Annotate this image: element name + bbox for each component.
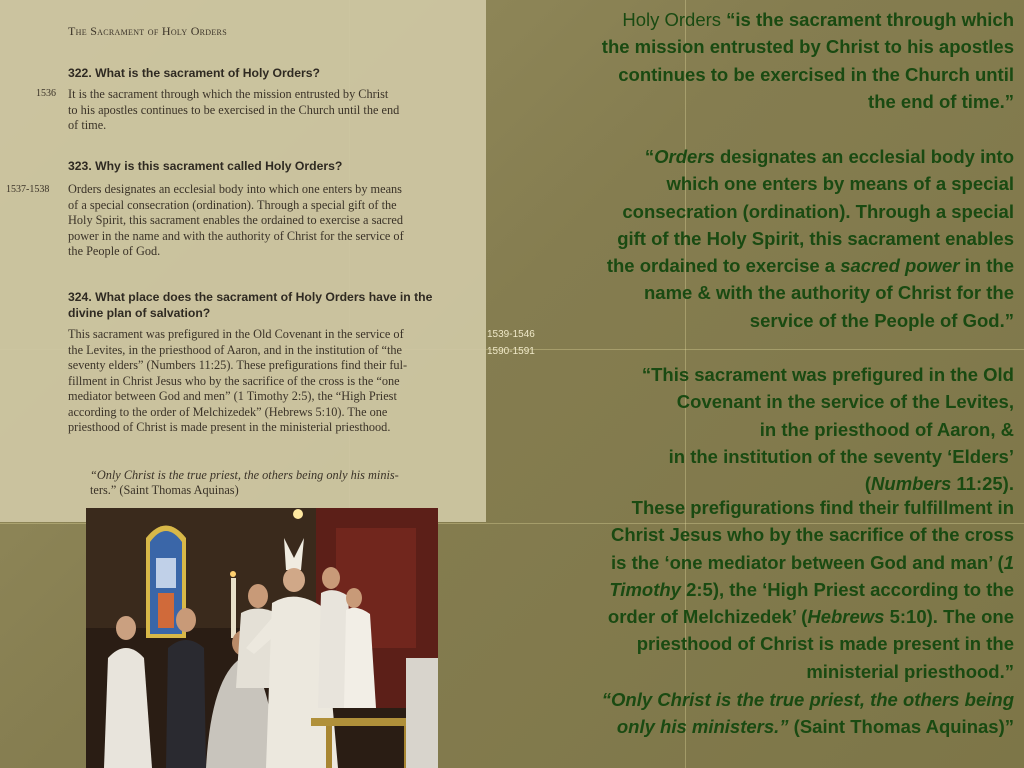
text-fragment: the ordained to exercise a	[606, 255, 841, 277]
margin-reference: 1537-1538	[6, 184, 50, 195]
question-322: 322. What is the sacrament of Holy Orders?	[68, 66, 320, 80]
holy-orders-lead: Holy Orders	[622, 9, 722, 30]
text-fragment: 2:5), the ‘High Priest according to the	[680, 578, 1014, 600]
answer-line: mediator between God and men” (1 Timothy 2:5), the “High Priest	[68, 389, 397, 403]
text-line: name & with the authority of Christ for the	[643, 282, 1014, 304]
answer-line: fillment in Christ Jesus who by the sacrifice of the cross is the “one	[68, 373, 400, 388]
fulfillment-paragraph	[494, 494, 1014, 685]
ordination-photo-drawing	[86, 508, 438, 768]
book-name: Hebrews	[807, 606, 885, 628]
answer-322	[68, 87, 482, 134]
quote-attribution: (Saint Thomas Aquinas)”	[788, 716, 1014, 738]
text-line: “This sacrament was prefigured in the Old	[641, 364, 1014, 385]
answer-line: seventy elders” (Numbers 11:25). These prefigurations find their ful-	[68, 358, 408, 372]
answer-324	[68, 327, 482, 436]
answer-line: according to the order of Melchizedek” (Hebrews 5:10). The one	[68, 404, 388, 419]
text-line: service of the People of God.”	[749, 309, 1014, 331]
definition-paragraph	[494, 6, 1014, 115]
question-line: divine plan of salvation?	[68, 306, 211, 320]
answer-line: to his apostles continues to be exercised in the Church until the end	[68, 102, 400, 117]
text-line: the mission entrusted by Christ to his apostles	[601, 36, 1014, 58]
answer-line: Orders designates an ecclesial body into which one enters by means	[68, 182, 402, 196]
text-line: priesthood of Christ is made present in the	[636, 633, 1014, 655]
answer-line: of time.	[68, 118, 107, 132]
margin-reference: 1539-1546	[487, 329, 535, 340]
orders-paragraph	[494, 143, 1014, 334]
prefiguration-paragraph	[494, 361, 1014, 497]
sacred-power-phrase: sacred power	[840, 255, 960, 277]
text-fragment: is the ‘one mediator between God and man’ (	[611, 551, 1004, 573]
ordination-photo	[86, 508, 438, 768]
question-line: 324. What place does the sacrament of Holy Orders have in the	[68, 290, 433, 304]
scanned-page-text	[0, 0, 486, 522]
book-name: Numbers	[871, 473, 952, 495]
text-line: in the institution of the seventy ‘Elders’	[668, 445, 1014, 467]
text-fragment: 11:25).	[951, 473, 1014, 495]
text-line: in the priesthood of Aaron, &	[759, 418, 1014, 440]
answer-line: power in the name and with the authority of Christ for the service of	[68, 228, 404, 243]
book-name: Timothy	[609, 578, 681, 600]
book-name: 1	[1003, 551, 1014, 573]
margin-reference: 1536	[36, 88, 56, 99]
question-323: 323. Why is this sacrament called Holy Orders?	[68, 159, 343, 173]
aquinas-quote	[90, 468, 470, 498]
answer-line: Holy Spirit, this sacrament enables the ordained to exercise a sacred	[68, 213, 403, 227]
text-line: Christ Jesus who by the sacrifice of the cross	[610, 524, 1014, 546]
text-line: the end of time.”	[868, 90, 1014, 112]
text-fragment: (	[864, 473, 872, 495]
text-line: continues to be exercised in the Church until	[618, 63, 1014, 85]
answer-line: of a special consecration (ordination). Through a special gift of the	[68, 197, 397, 212]
aquinas-paragraph	[494, 686, 1014, 741]
text-line: which one enters by means of a special	[666, 173, 1014, 195]
question-324	[68, 289, 432, 321]
answer-line: the People of God.	[68, 244, 161, 258]
text-line: ministerial priesthood.”	[806, 660, 1014, 682]
text-line: Covenant in the service of the Levites,	[676, 391, 1014, 413]
text-fragment: designates an ecclesial body into	[714, 146, 1014, 167]
quote-italic: “Only Christ is the true priest, the others being	[601, 689, 1014, 710]
text-line: gift of the Holy Spirit, this sacrament enables	[617, 227, 1014, 249]
text-fragment: “	[644, 146, 655, 167]
text-line: “is the sacrament through which	[726, 9, 1014, 30]
text-fragment: order of Melchizedek’ (	[607, 606, 808, 628]
text-line: consecration (ordination). Through a special	[622, 200, 1014, 222]
text-fragment: 5:10). The one	[884, 606, 1014, 628]
answer-line: It is the sacrament through which the mission entrusted by Christ	[68, 87, 389, 101]
book-section-title: The Sacrament of Holy Orders	[68, 24, 227, 38]
answer-323	[68, 182, 482, 260]
quote-line: ters.” (Saint Thomas Aquinas)	[90, 483, 239, 497]
answer-line: the Levites, in the priesthood of Aaron, and in the institution of “the	[68, 342, 402, 357]
margin-reference: 1590-1591	[487, 346, 535, 357]
orders-word: Orders	[654, 146, 715, 167]
quote-line: “Only Christ is the true priest, the others being only his minis-	[90, 468, 399, 482]
answer-line: This sacrament was prefigured in the Old Covenant in the service of	[68, 327, 404, 341]
quote-italic: only his ministers.”	[616, 716, 789, 738]
text-line: These prefigurations find their fulfillment in	[631, 497, 1014, 518]
text-fragment: in the	[959, 255, 1014, 277]
answer-line: priesthood of Christ is made present in the ministerial priesthood.	[68, 420, 391, 434]
